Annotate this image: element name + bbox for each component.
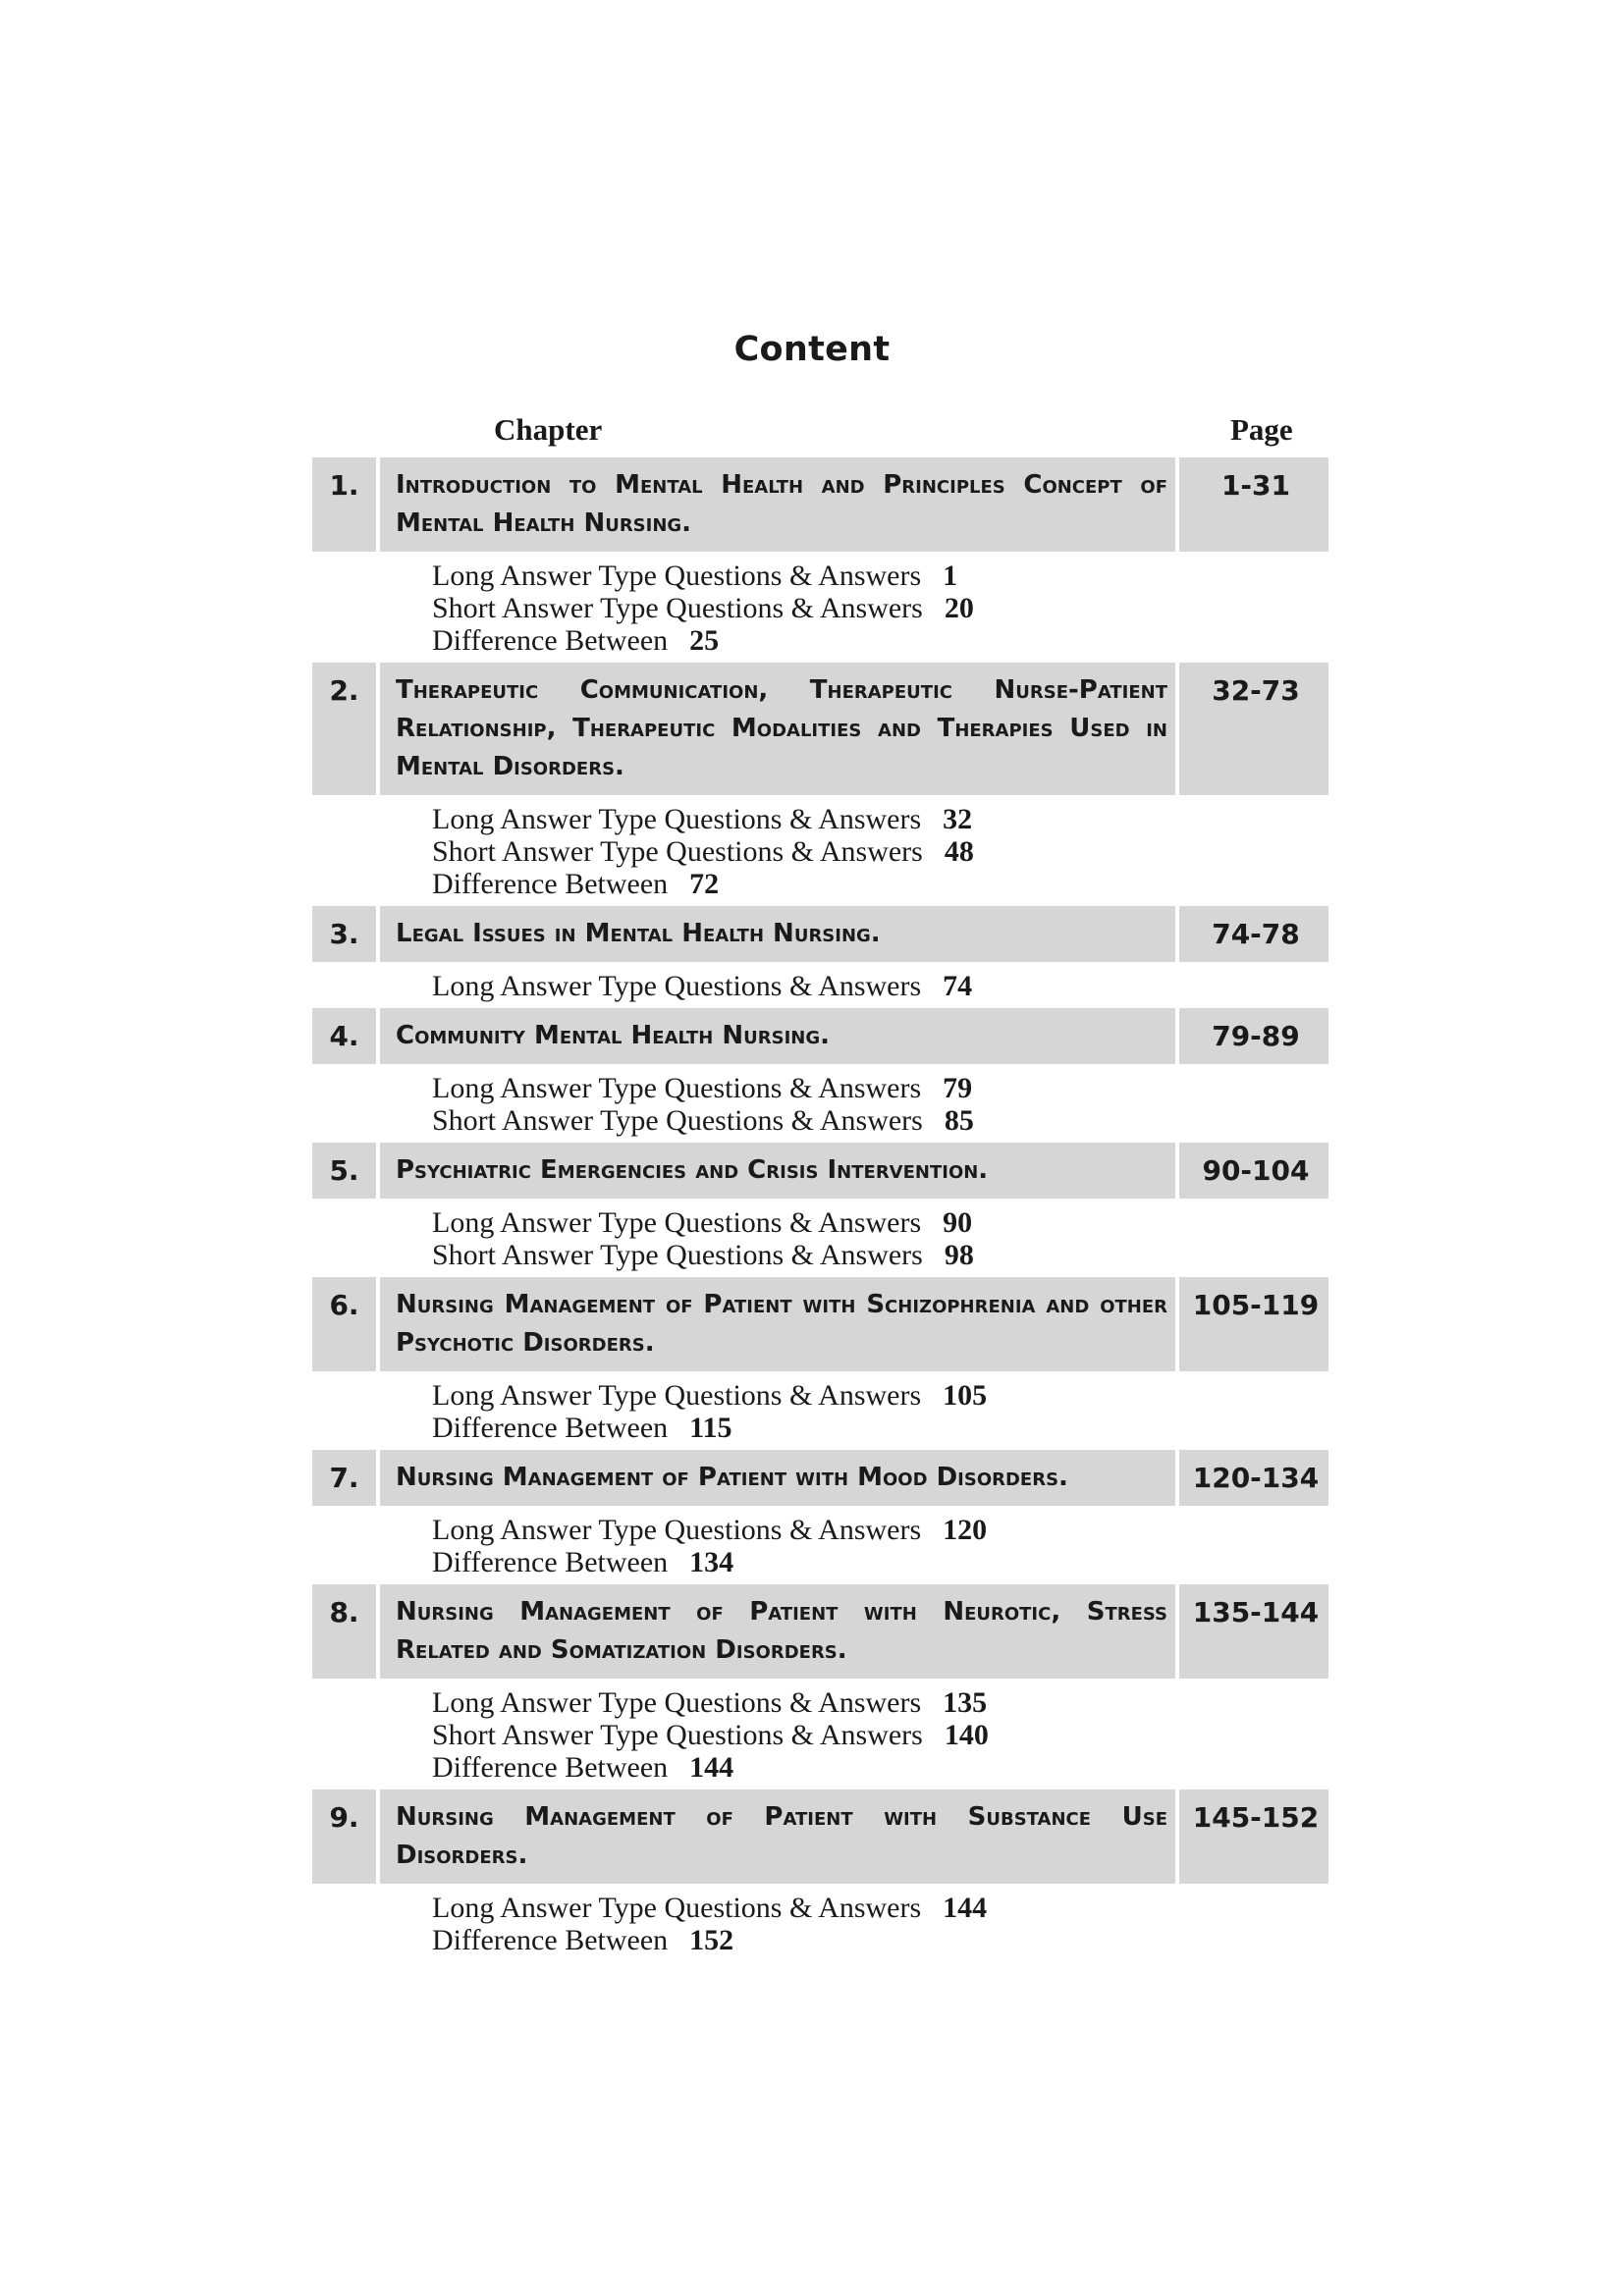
subsection-label: Short Answer Type Questions & Answers [432, 1719, 923, 1751]
subsection-label: Long Answer Type Questions & Answers [432, 803, 922, 835]
chapter-row[interactable] [312, 1008, 1328, 1064]
subsection-label: Short Answer Type Questions & Answers [432, 592, 923, 624]
subsection-label: Difference Between [432, 1546, 669, 1578]
chapter-title[interactable]: Nursing Management of Patient with Schizophrenia and other Psychotic Disorders. [384, 1277, 1179, 1371]
chapter-title[interactable]: Psychiatric Emergencies and Crisis Intervention. [384, 1143, 1179, 1199]
subsection-label: Long Answer Type Questions & Answers [432, 1892, 922, 1924]
chapter-column-header: Chapter [494, 412, 603, 447]
chapter-section [312, 1584, 1328, 1789]
chapter-row[interactable] [312, 1584, 1328, 1679]
chapter-page-range: 145-152 [1183, 1789, 1328, 1884]
chapter-section [312, 663, 1328, 906]
chapter-number: 6. [312, 1277, 380, 1371]
chapter-title[interactable]: Nursing Management of Patient with Substance Use Disorders. [384, 1789, 1179, 1884]
subsection-label: Difference Between [432, 868, 669, 900]
subsection-label: Difference Between [432, 1924, 669, 1956]
list-item[interactable] [432, 592, 1328, 624]
subsection-page-number: 79 [943, 1072, 973, 1104]
chapter-section [312, 1008, 1328, 1143]
chapter-section [312, 1277, 1328, 1450]
chapter-section [312, 1143, 1328, 1277]
subsection-list [312, 1199, 1328, 1277]
chapter-page-range: 79-89 [1183, 1008, 1328, 1064]
list-item[interactable] [432, 1719, 1328, 1751]
chapter-section [312, 457, 1328, 663]
subsection-list [312, 1371, 1328, 1450]
chapter-section [312, 1450, 1328, 1584]
chapter-row[interactable] [312, 1450, 1328, 1506]
subsection-page-number: 140 [944, 1719, 989, 1751]
subsection-page-number: 115 [689, 1412, 732, 1444]
subsection-list [312, 1884, 1328, 1962]
chapter-page-range: 90-104 [1183, 1143, 1328, 1199]
subsection-page-number: 25 [689, 624, 720, 657]
subsection-label: Short Answer Type Questions & Answers [432, 1239, 923, 1271]
list-item[interactable] [432, 835, 1328, 868]
chapter-title[interactable]: Nursing Management of Patient with Mood Disorders. [384, 1450, 1179, 1506]
list-item[interactable] [432, 1206, 1328, 1239]
chapter-row[interactable] [312, 1789, 1328, 1884]
chapter-row[interactable] [312, 1143, 1328, 1199]
chapter-number: 2. [312, 663, 380, 795]
chapter-page-range: 135-144 [1183, 1584, 1328, 1679]
subsection-list [312, 795, 1328, 906]
subsection-page-number: 120 [943, 1514, 988, 1546]
subsection-page-number: 98 [944, 1239, 974, 1271]
subsection-page-number: 144 [689, 1751, 734, 1784]
list-item[interactable] [432, 970, 1328, 1002]
chapter-title[interactable]: Legal Issues in Mental Health Nursing. [384, 906, 1179, 962]
chapter-row[interactable] [312, 1277, 1328, 1371]
chapter-section [312, 1789, 1328, 1962]
subsection-label: Long Answer Type Questions & Answers [432, 560, 922, 592]
list-item[interactable] [432, 1892, 1328, 1924]
list-item[interactable] [432, 1546, 1328, 1578]
subsection-page-number: 85 [944, 1104, 974, 1137]
list-item[interactable] [432, 1239, 1328, 1271]
subsection-list [312, 1064, 1328, 1143]
subsection-page-number: 135 [943, 1686, 988, 1719]
chapter-title[interactable]: Therapeutic Communication, Therapeutic Nurse-Patient Relationship, Therapeutic Modalities and Therapies Used in Mental Disorders. [384, 663, 1179, 795]
table-of-contents [312, 402, 1328, 1962]
subsection-page-number: 134 [689, 1546, 734, 1578]
chapter-page-range: 32-73 [1183, 663, 1328, 795]
subsection-list [312, 1679, 1328, 1789]
subsection-label: Long Answer Type Questions & Answers [432, 970, 922, 1002]
subsection-label: Long Answer Type Questions & Answers [432, 1686, 922, 1719]
list-item[interactable] [432, 1751, 1328, 1784]
chapter-number: 5. [312, 1143, 380, 1199]
subsection-page-number: 90 [943, 1206, 973, 1239]
subsection-list [312, 552, 1328, 663]
subsection-list [312, 1506, 1328, 1584]
chapter-title[interactable]: Nursing Management of Patient with Neurotic, Stress Related and Somatization Disorders. [384, 1584, 1179, 1679]
subsection-label: Long Answer Type Questions & Answers [432, 1072, 922, 1104]
subsection-label: Difference Between [432, 624, 669, 657]
chapter-section [312, 906, 1328, 1008]
chapter-number: 7. [312, 1450, 380, 1506]
page-column-header: Page [1230, 412, 1293, 447]
list-item[interactable] [432, 868, 1328, 900]
subsection-page-number: 74 [943, 970, 973, 1002]
subsection-label: Long Answer Type Questions & Answers [432, 1514, 922, 1546]
chapter-page-range: 120-134 [1183, 1450, 1328, 1506]
subsection-page-number: 20 [944, 592, 974, 624]
subsection-page-number: 48 [944, 835, 974, 868]
chapter-page-range: 1-31 [1183, 457, 1328, 552]
subsection-page-number: 1 [943, 560, 958, 592]
list-item[interactable] [432, 1924, 1328, 1956]
list-item[interactable] [432, 1412, 1328, 1444]
subsection-page-number: 105 [943, 1379, 988, 1412]
list-item[interactable] [432, 1379, 1328, 1412]
chapter-number: 3. [312, 906, 380, 962]
subsection-page-number: 152 [689, 1924, 734, 1956]
list-item[interactable] [432, 624, 1328, 657]
chapter-title[interactable]: Introduction to Mental Health and Principles Concept of Mental Health Nursing. [384, 457, 1179, 552]
chapter-number: 8. [312, 1584, 380, 1679]
chapter-page-range: 74-78 [1183, 906, 1328, 962]
subsection-page-number: 144 [943, 1892, 988, 1924]
chapter-number: 4. [312, 1008, 380, 1064]
list-item[interactable] [432, 1072, 1328, 1104]
subsection-label: Short Answer Type Questions & Answers [432, 835, 923, 868]
chapter-title[interactable]: Community Mental Health Nursing. [384, 1008, 1179, 1064]
chapter-row[interactable] [312, 457, 1328, 552]
subsection-label: Difference Between [432, 1412, 669, 1444]
list-item[interactable] [432, 803, 1328, 835]
list-item[interactable] [432, 1514, 1328, 1546]
subsection-label: Short Answer Type Questions & Answers [432, 1104, 923, 1137]
chapter-number: 9. [312, 1789, 380, 1884]
chapter-number: 1. [312, 457, 380, 552]
chapter-row[interactable] [312, 906, 1328, 962]
subsection-page-number: 32 [943, 803, 973, 835]
list-item[interactable] [432, 1104, 1328, 1137]
list-item[interactable] [432, 1686, 1328, 1719]
list-item[interactable] [432, 560, 1328, 592]
subsection-page-number: 72 [689, 868, 720, 900]
subsection-list [312, 962, 1328, 1008]
subsection-label: Long Answer Type Questions & Answers [432, 1379, 922, 1412]
subsection-label: Long Answer Type Questions & Answers [432, 1206, 922, 1239]
chapter-page-range: 105-119 [1183, 1277, 1328, 1371]
subsection-label: Difference Between [432, 1751, 669, 1784]
chapter-row[interactable] [312, 663, 1328, 795]
toc-body [312, 457, 1328, 1962]
column-headers [312, 402, 1328, 457]
page-title: Content [733, 330, 891, 369]
